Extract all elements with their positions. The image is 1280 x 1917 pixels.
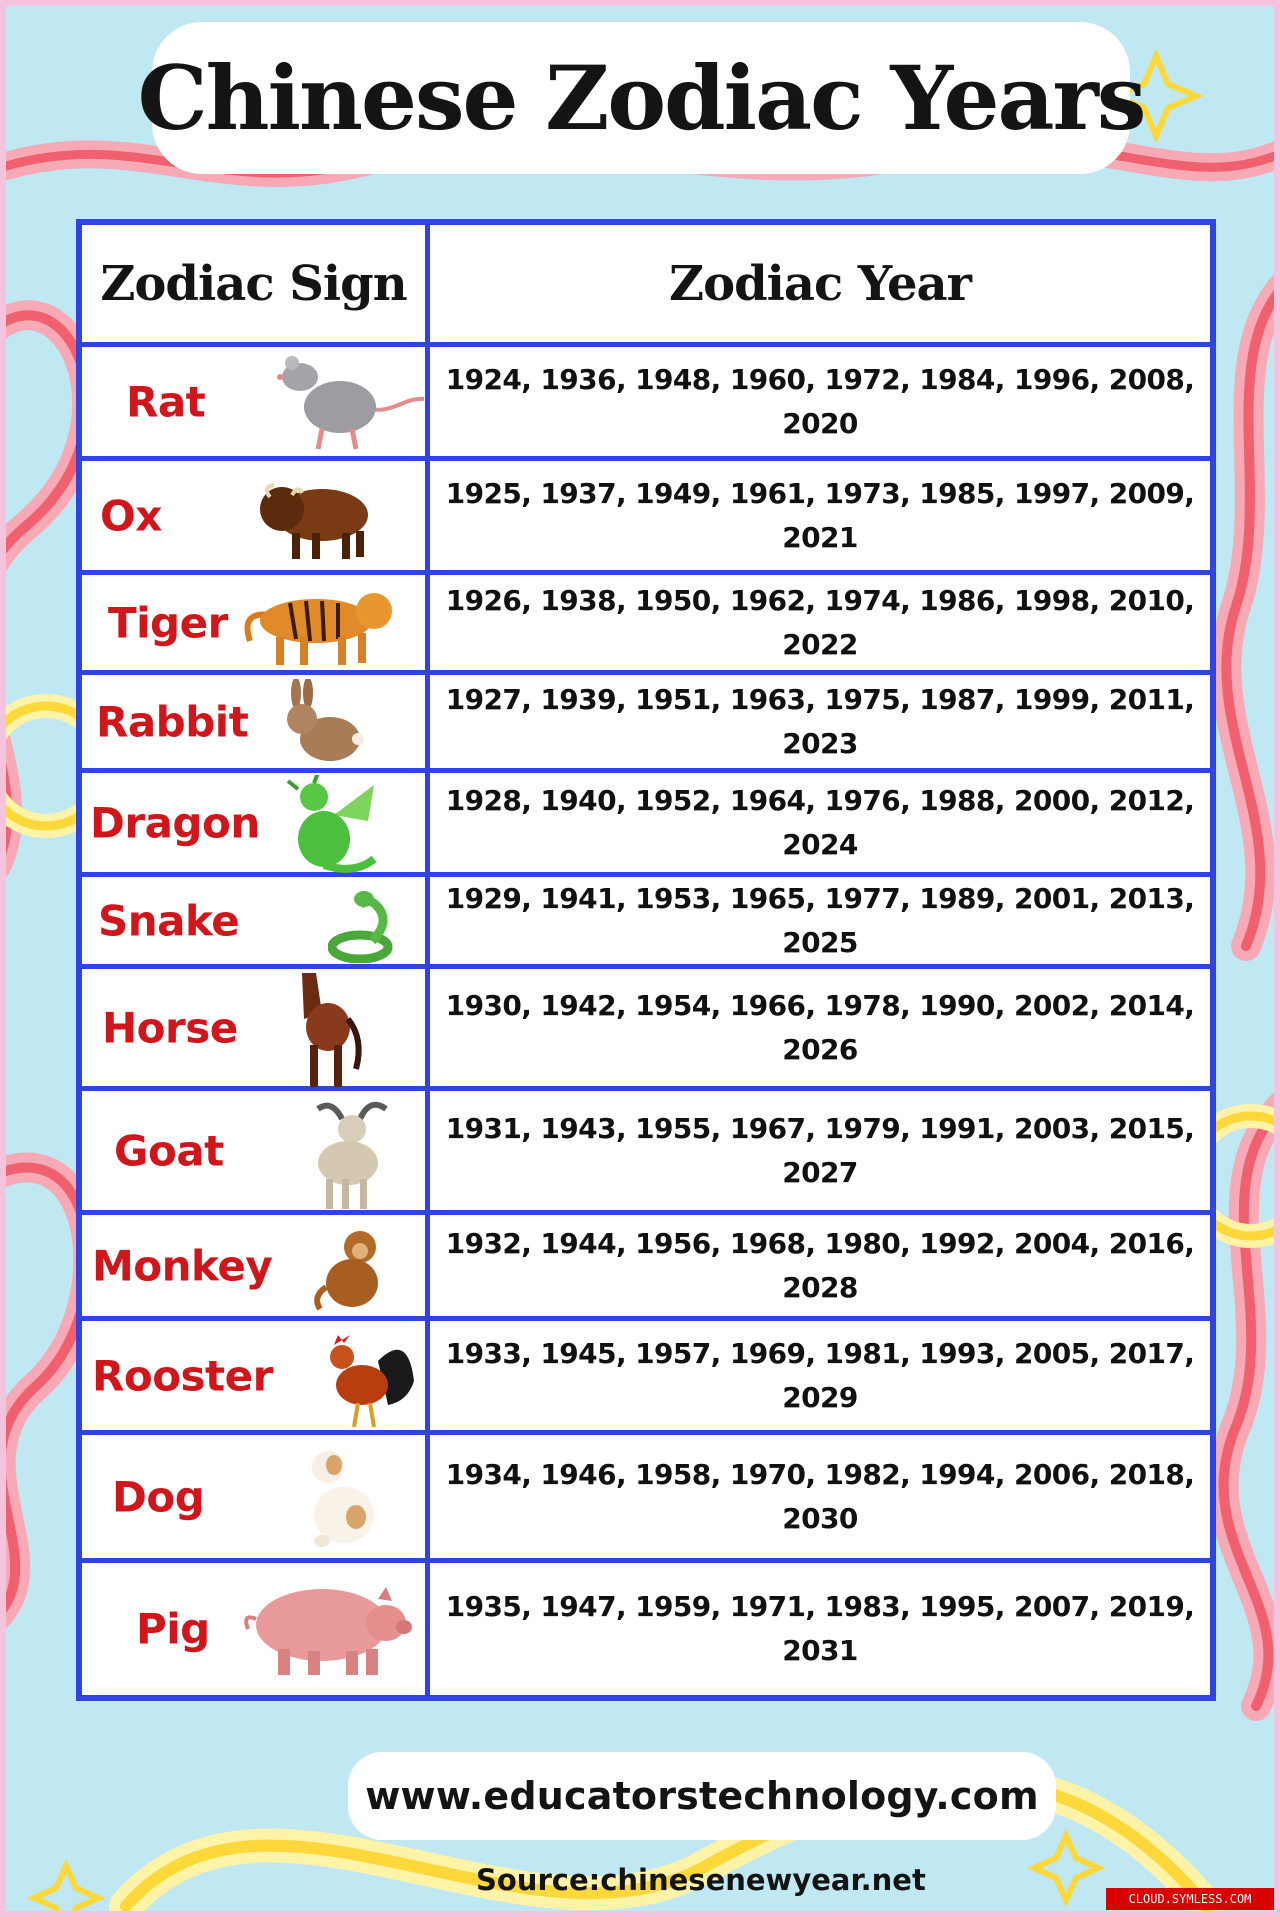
website-banner	[348, 1752, 1056, 1840]
dog-icon	[294, 1445, 394, 1555]
sign-name: Rabbit	[96, 697, 249, 746]
years-cell: 1929, 1941, 1953, 1965, 1977, 1989, 2001, 2013, 2025	[445, 881, 1195, 959]
header-year: Zodiac Year	[669, 255, 971, 312]
sign-cell	[82, 675, 430, 768]
table-header-row	[82, 225, 1210, 347]
website-url: www.educatorstechnology.com	[365, 1774, 1039, 1818]
table-row	[82, 877, 1210, 969]
sign-name: Goat	[114, 1126, 224, 1175]
table-row	[82, 1563, 1210, 1695]
years-cell: 1935, 1947, 1959, 1971, 1983, 1995, 2007, 2019, 2031	[445, 1590, 1195, 1667]
horse-icon	[288, 969, 368, 1089]
years-cell: 1934, 1946, 1958, 1970, 1982, 1994, 2006, 2018, 2030	[445, 1457, 1195, 1535]
rabbit-icon	[278, 679, 368, 765]
table-row	[82, 347, 1210, 461]
source-credit: Source:chinesenewyear.net	[476, 1863, 926, 1897]
sign-name: Dragon	[90, 798, 260, 847]
sign-name: Ox	[100, 491, 162, 540]
zodiac-table	[76, 219, 1216, 1701]
years-cell: 1933, 1945, 1957, 1969, 1981, 1993, 2005, 2017, 2029	[445, 1336, 1195, 1414]
years-cell: 1932, 1944, 1956, 1968, 1980, 1992, 2004, 2016, 2028	[445, 1226, 1195, 1304]
table-row	[82, 1091, 1210, 1215]
sign-cell	[82, 877, 430, 964]
table-row	[82, 1215, 1210, 1321]
sign-name: Horse	[102, 1003, 238, 1052]
sign-cell	[82, 575, 430, 670]
monkey-icon	[310, 1227, 390, 1313]
pig-icon	[238, 1573, 418, 1683]
rat-icon	[252, 347, 428, 457]
ox-icon	[250, 475, 380, 563]
table-row	[82, 1321, 1210, 1435]
years-cell: 1930, 1942, 1954, 1966, 1978, 1990, 2002, 2014, 2026	[445, 988, 1195, 1066]
table-row	[82, 461, 1210, 575]
rooster-icon	[318, 1331, 418, 1431]
table-row	[82, 1435, 1210, 1563]
years-cell: 1924, 1936, 1948, 1960, 1972, 1984, 1996, 2008, 2020	[445, 362, 1195, 440]
years-cell: 1927, 1939, 1951, 1963, 1975, 1987, 1999, 2011, 2023	[445, 682, 1195, 760]
sign-name: Pig	[136, 1604, 210, 1654]
sign-cell	[82, 1321, 430, 1430]
years-cell: 1926, 1938, 1950, 1962, 1974, 1986, 1998, 2010, 2022	[445, 583, 1195, 661]
sign-cell	[82, 1563, 430, 1695]
sign-name: Snake	[98, 896, 240, 945]
years-cell: 1925, 1937, 1949, 1961, 1973, 1985, 1997, 2009, 2021	[445, 476, 1195, 554]
table-row	[82, 773, 1210, 877]
sign-cell	[82, 1091, 430, 1210]
tiger-icon	[240, 581, 400, 667]
sign-name: Dog	[112, 1472, 205, 1521]
sign-cell	[82, 347, 430, 456]
sign-cell	[82, 773, 430, 872]
goat-icon	[304, 1095, 394, 1211]
sign-cell	[82, 969, 430, 1086]
sign-name: Tiger	[108, 598, 228, 647]
years-cell: 1931, 1943, 1955, 1967, 1979, 1991, 2003, 2015, 2027	[445, 1111, 1195, 1189]
snake-icon	[328, 883, 398, 963]
watermark: CLOUD.SYMLESS.COM	[1106, 1888, 1274, 1910]
table-row	[82, 575, 1210, 675]
years-cell: 1928, 1940, 1952, 1964, 1976, 1988, 2000, 2012, 2024	[445, 783, 1195, 861]
sign-cell	[82, 1435, 430, 1558]
table-row	[82, 675, 1210, 773]
title-banner	[137, 22, 1145, 174]
sign-cell	[82, 461, 430, 570]
page-title: Chinese Zodiac Years	[137, 46, 1145, 150]
sign-cell	[82, 1215, 430, 1316]
sign-name: Rat	[126, 377, 206, 426]
dragon-icon	[284, 775, 384, 873]
header-sign: Zodiac Sign	[82, 225, 430, 342]
sign-name: Monkey	[92, 1241, 273, 1290]
table-row	[82, 969, 1210, 1091]
sign-name: Rooster	[92, 1351, 273, 1400]
